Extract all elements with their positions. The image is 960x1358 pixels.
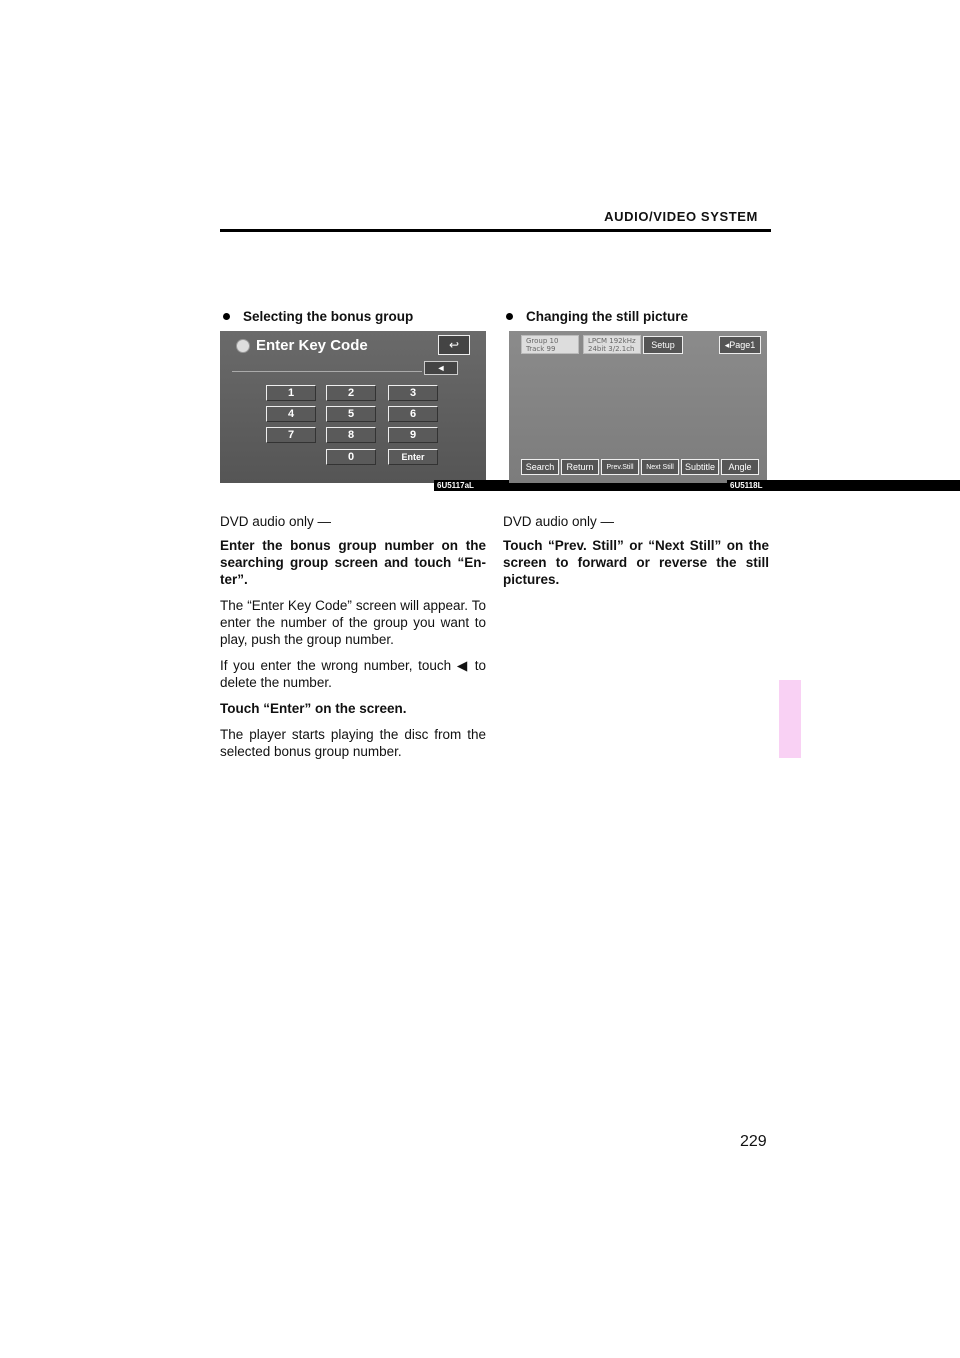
subtitle-button[interactable]: Subtitle [681, 459, 719, 475]
still-picture-screenshot [509, 331, 767, 483]
key-1-button[interactable]: 1 [266, 385, 316, 401]
page-header-title: AUDIO/VIDEO SYSTEM [604, 209, 758, 224]
disc-icon [236, 339, 250, 353]
search-button[interactable]: Search [521, 459, 559, 475]
bullet-icon [506, 313, 513, 320]
track-line: Track 99 [526, 345, 556, 353]
left-triangle-icon: ◀ [456, 658, 470, 673]
enter-key-code-screenshot [220, 331, 486, 483]
input-line [232, 371, 422, 372]
group-track-info [521, 335, 579, 354]
return-button[interactable]: Return [561, 459, 599, 475]
paragraph-dvd-audio-only: DVD audio only — [503, 514, 615, 529]
paragraph-player-starts: The player starts playing the disc from the selected bonus group number. [220, 727, 486, 759]
paragraph-prev-next-still: Touch “Prev. Still” or “Next Still” on the screen to forward or reverse the still pictures. [503, 538, 769, 587]
wrong-number-text: If you enter the wrong number, touch [220, 658, 452, 673]
audio-format-info [583, 335, 641, 354]
page-button[interactable]: ◂Page1 [719, 336, 761, 354]
paragraph-enter-key-code: The “Enter Key Code” screen will appear. To enter the number of the group you want to play, push the group number. [220, 598, 486, 647]
figure-ref-code: 6U5117aL [434, 480, 960, 491]
key-4-button[interactable]: 4 [266, 406, 316, 422]
heading-text: Selecting the bonus group [243, 308, 414, 324]
key-5-button[interactable]: 5 [326, 406, 376, 422]
wrong-number-text-2: to delete the number. [220, 658, 486, 690]
screen-title: Enter Key Code [256, 337, 368, 354]
format-line-1: LPCM 192kHz [588, 337, 636, 345]
right-column [503, 306, 769, 588]
key-7-button[interactable]: 7 [266, 427, 316, 443]
paragraph-enter-bonus-group: Enter the bonus group number on the searching group screen and touch “En- ter”. [220, 538, 486, 587]
key-0-button[interactable]: 0 [326, 449, 376, 465]
angle-button[interactable]: Angle [721, 459, 759, 475]
left-column [220, 306, 486, 760]
setup-button[interactable]: Setup [643, 336, 683, 354]
group-line: Group 10 [526, 337, 559, 345]
section-heading-still-picture [503, 306, 769, 326]
prev-still-button[interactable]: Prev.Still [601, 459, 639, 475]
format-line-2: 24bit 3/2.1ch [588, 345, 635, 353]
key-8-button[interactable]: 8 [326, 427, 376, 443]
section-tab [779, 680, 801, 758]
key-3-button[interactable]: 3 [388, 385, 438, 401]
paragraph-touch-enter: Touch “Enter” on the screen. [220, 701, 407, 716]
delete-icon[interactable]: ◄ [424, 361, 458, 375]
next-still-button[interactable]: Next Still [641, 459, 679, 475]
key-9-button[interactable]: 9 [388, 427, 438, 443]
figure-ref-code: 6U5118L [727, 480, 958, 491]
page-number: 229 [740, 1133, 767, 1150]
key-6-button[interactable]: 6 [388, 406, 438, 422]
key-2-button[interactable]: 2 [326, 385, 376, 401]
paragraph-dvd-audio-only: DVD audio only — [220, 514, 332, 529]
back-icon[interactable]: ↩ [438, 335, 470, 355]
enter-button[interactable]: Enter [388, 449, 438, 465]
paragraph-wrong-number [220, 657, 486, 691]
header-rule [220, 229, 771, 232]
heading-text: Changing the still picture [526, 308, 689, 324]
section-heading-bonus-group [220, 306, 486, 326]
bullet-icon [223, 313, 230, 320]
